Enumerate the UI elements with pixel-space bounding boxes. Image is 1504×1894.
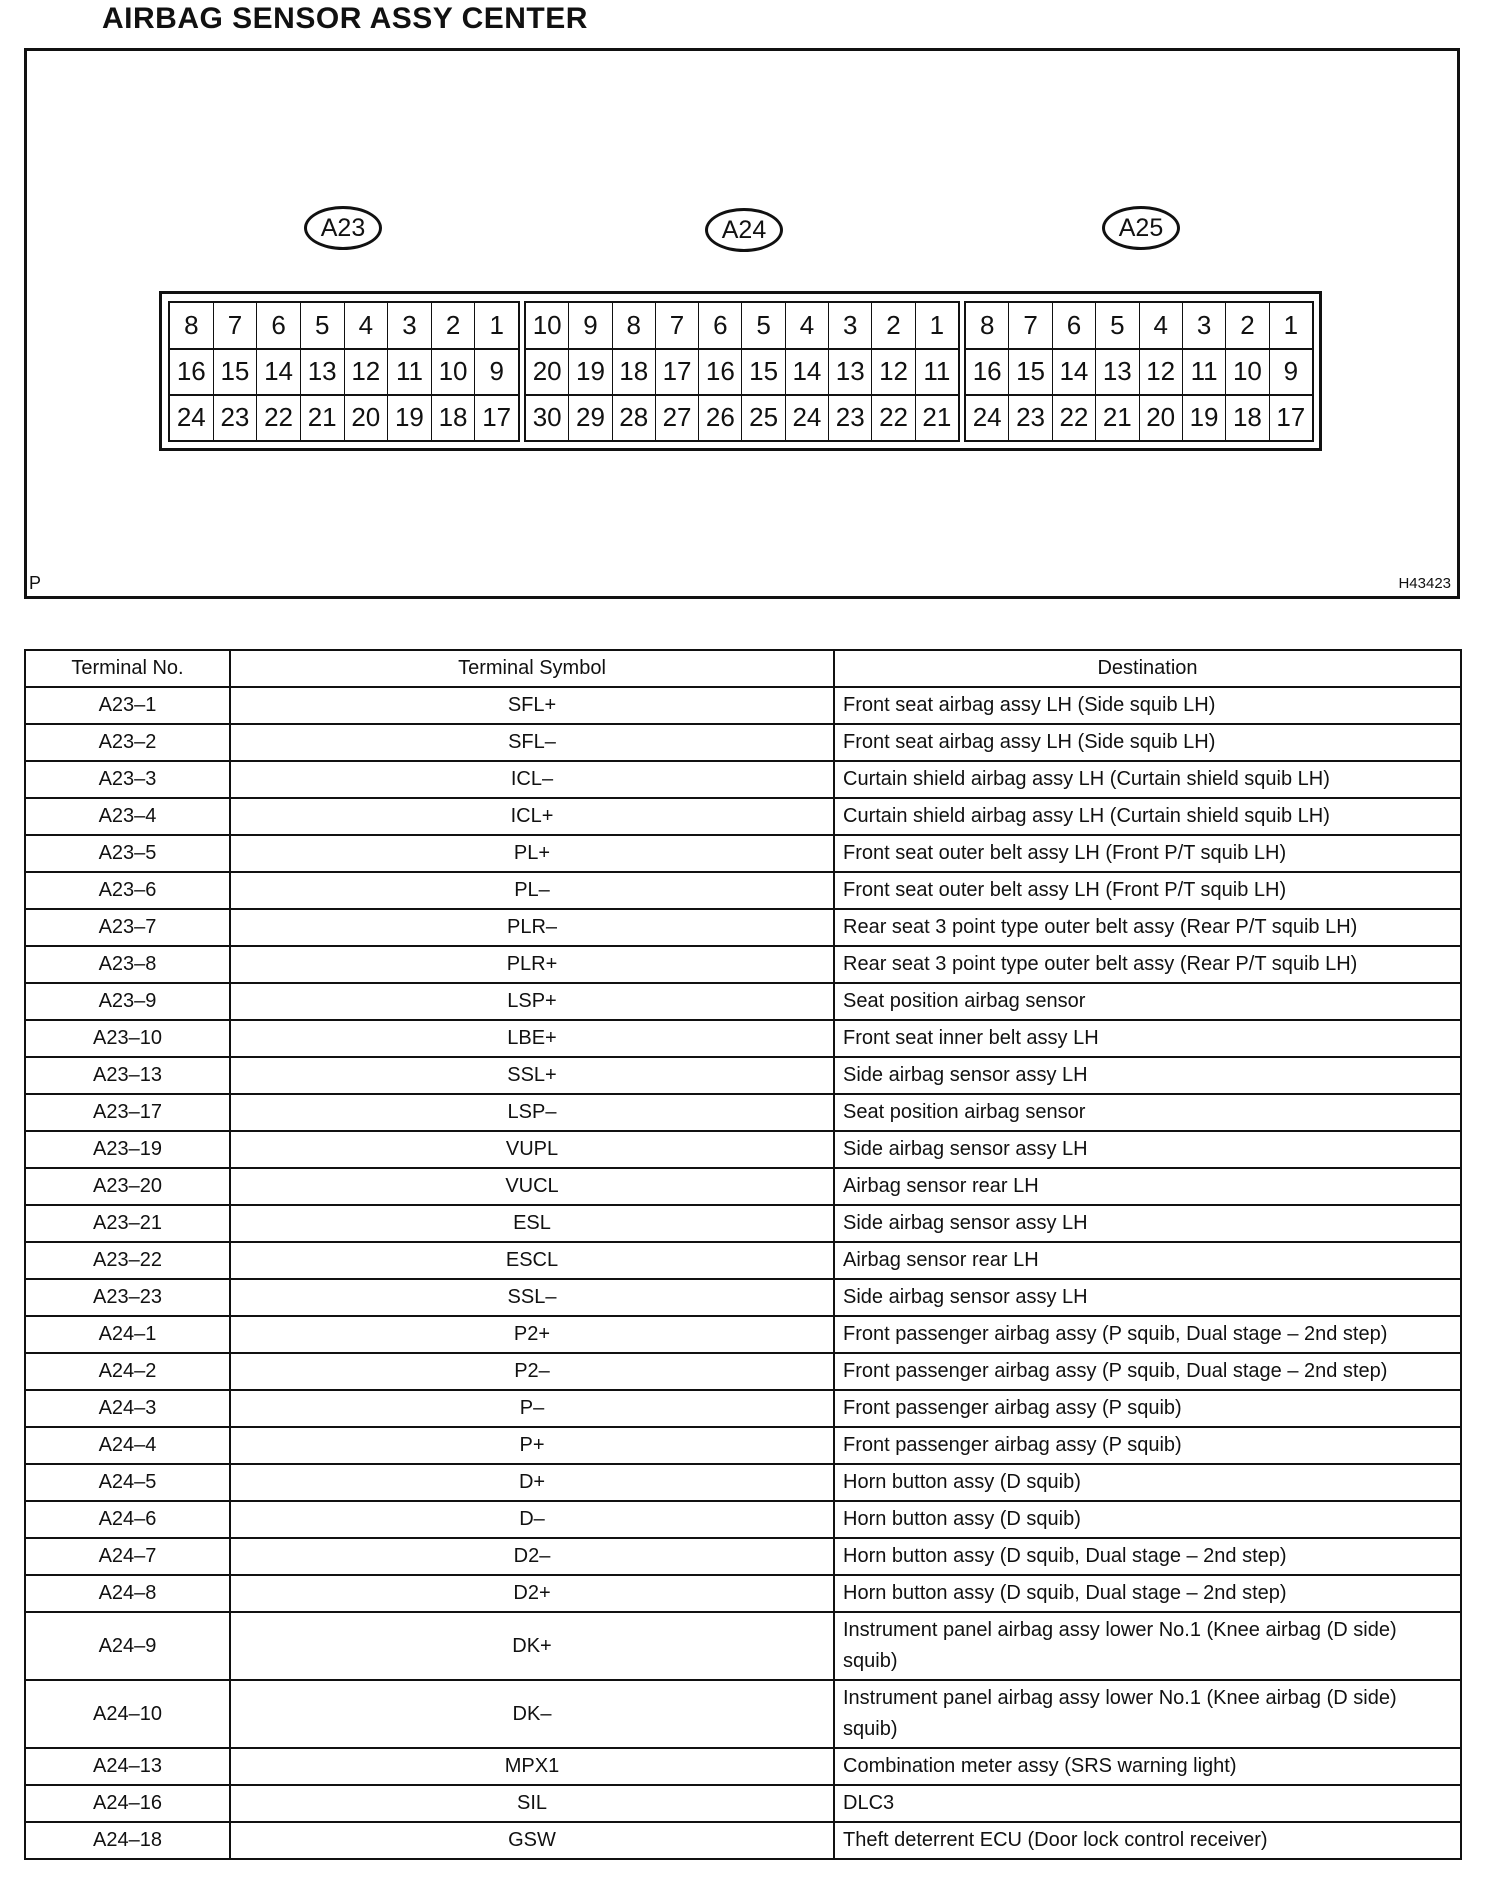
terminal-pin: 13	[828, 349, 871, 394]
terminal-pin: 7	[655, 303, 698, 348]
table-row	[25, 1748, 1461, 1785]
cell-terminal-symbol: ICL+	[230, 798, 834, 835]
terminal-pin: 15	[1008, 349, 1051, 394]
cell-terminal-symbol: PLR+	[230, 946, 834, 983]
connector-diagram	[24, 48, 1460, 599]
cell-destination: Combination meter assy (SRS warning light)	[834, 1748, 1461, 1785]
table-row	[25, 946, 1461, 983]
cell-terminal-symbol: VUPL	[230, 1131, 834, 1168]
terminal-pin: 15	[741, 349, 784, 394]
cell-terminal-symbol: PL–	[230, 872, 834, 909]
table-row	[25, 1168, 1461, 1205]
cell-destination: Side airbag sensor assy LH	[834, 1131, 1461, 1168]
terminal-pin: 4	[344, 303, 388, 348]
cell-destination: Rear seat 3 point type outer belt assy (Rear P/T squib LH)	[834, 946, 1461, 983]
cell-terminal-no: A23–20	[25, 1168, 230, 1205]
cell-terminal-no: A23–17	[25, 1094, 230, 1131]
cell-terminal-no: A23–4	[25, 798, 230, 835]
cell-terminal-no: A24–2	[25, 1353, 230, 1390]
header-terminal-no: Terminal No.	[25, 650, 230, 687]
cell-terminal-no: A24–18	[25, 1822, 230, 1859]
cell-terminal-no: A23–21	[25, 1205, 230, 1242]
cell-terminal-no: A24–5	[25, 1464, 230, 1501]
terminal-pin: 17	[655, 349, 698, 394]
cell-terminal-no: A23–22	[25, 1242, 230, 1279]
cell-destination: Seat position airbag sensor	[834, 1094, 1461, 1131]
terminal-pin: 14	[256, 349, 300, 394]
cell-terminal-no: A24–4	[25, 1427, 230, 1464]
terminal-pin: 9	[1269, 349, 1312, 394]
cell-destination: Horn button assy (D squib)	[834, 1464, 1461, 1501]
cell-destination: Front passenger airbag assy (P squib, Dual stage – 2nd step)	[834, 1316, 1461, 1353]
table-row	[25, 909, 1461, 946]
terminal-pin: 25	[741, 395, 784, 440]
terminal-pin: 17	[474, 395, 518, 440]
row-divider	[966, 394, 1312, 396]
cell-terminal-symbol: SSL–	[230, 1279, 834, 1316]
terminal-pin: 19	[568, 349, 611, 394]
cell-destination: DLC3	[834, 1785, 1461, 1822]
terminal-pin: 9	[474, 349, 518, 394]
cell-terminal-symbol: MPX1	[230, 1748, 834, 1785]
row-divider	[966, 348, 1312, 350]
table-row	[25, 835, 1461, 872]
terminal-pin: 24	[176, 402, 206, 432]
cell-terminal-no: A24–7	[25, 1538, 230, 1575]
cell-terminal-symbol: P2+	[230, 1316, 834, 1353]
cell-terminal-symbol: SSL+	[230, 1057, 834, 1094]
cell-destination: Theft deterrent ECU (Door lock control receiver)	[834, 1822, 1461, 1859]
terminal-pin: 7	[213, 303, 257, 348]
terminal-pin: 3	[1182, 303, 1225, 348]
table-row	[25, 687, 1461, 724]
terminal-pin: 2	[1225, 303, 1268, 348]
terminal-pin: 6	[698, 303, 741, 348]
cell-terminal-symbol: D2+	[230, 1575, 834, 1612]
connector-block-a25	[964, 301, 1314, 442]
cell-terminal-symbol: ESCL	[230, 1242, 834, 1279]
terminal-pin: 19	[1182, 395, 1225, 440]
cell-destination: Front passenger airbag assy (P squib)	[834, 1390, 1461, 1427]
cell-terminal-symbol: VUCL	[230, 1168, 834, 1205]
terminal-pin: 21	[300, 395, 344, 440]
table-row	[25, 1316, 1461, 1353]
terminal-pin: 18	[1225, 395, 1268, 440]
terminal-pin: 2	[431, 303, 475, 348]
page-title: AIRBAG SENSOR ASSY CENTER	[102, 2, 588, 35]
terminal-pin: 5	[741, 303, 784, 348]
terminal-pin: 21	[915, 395, 958, 440]
terminal-pin: 18	[431, 395, 475, 440]
cell-destination: Front seat airbag assy LH (Side squib LH)	[834, 687, 1461, 724]
cell-terminal-no: A24–13	[25, 1748, 230, 1785]
terminal-pin: 5	[300, 303, 344, 348]
terminal-pin: 19	[387, 395, 431, 440]
cell-terminal-symbol: ESL	[230, 1205, 834, 1242]
connector-label-a24: A24	[705, 208, 783, 252]
pin-row	[170, 349, 518, 394]
terminal-pin: 2	[871, 303, 914, 348]
cell-terminal-no: A23–3	[25, 761, 230, 798]
terminal-pin: 11	[915, 349, 958, 394]
table-row	[25, 1427, 1461, 1464]
table-row	[25, 724, 1461, 761]
terminal-pin: 21	[1095, 395, 1138, 440]
terminal-pin: 4	[1139, 303, 1182, 348]
table-row	[25, 1020, 1461, 1057]
terminal-pin: 11	[1182, 349, 1225, 394]
cell-destination: Airbag sensor rear LH	[834, 1168, 1461, 1205]
connector-block-a24	[524, 301, 960, 442]
table-row	[25, 761, 1461, 798]
terminal-pin: 26	[698, 395, 741, 440]
row-divider	[170, 348, 518, 350]
cell-destination: Instrument panel airbag assy lower No.1 (Knee airbag (D side) squib)	[834, 1680, 1461, 1748]
terminal-pin: 1	[474, 303, 518, 348]
terminal-pin: 5	[1095, 303, 1138, 348]
table-row	[25, 1612, 1461, 1680]
row-divider	[526, 348, 958, 350]
terminal-pin: 10	[532, 310, 562, 340]
cell-terminal-no: A23–5	[25, 835, 230, 872]
cell-terminal-no: A23–1	[25, 687, 230, 724]
terminal-pin: 8	[979, 310, 995, 340]
table-row	[25, 1242, 1461, 1279]
terminal-pin: 6	[256, 303, 300, 348]
cell-terminal-no: A23–2	[25, 724, 230, 761]
terminal-pin: 14	[785, 349, 828, 394]
table-row	[25, 1353, 1461, 1390]
cell-terminal-symbol: ICL–	[230, 761, 834, 798]
pin-row	[966, 395, 1312, 440]
connector-housing	[159, 291, 1322, 451]
terminal-pin: 16	[698, 349, 741, 394]
cell-terminal-no: A23–7	[25, 909, 230, 946]
terminal-pin: 24	[972, 402, 1002, 432]
table-row	[25, 1501, 1461, 1538]
terminal-pin: 3	[387, 303, 431, 348]
pin-row	[170, 395, 518, 440]
cell-destination: Seat position airbag sensor	[834, 983, 1461, 1020]
table-row	[25, 1279, 1461, 1316]
table-header-row	[25, 650, 1461, 687]
terminal-pin: 14	[1052, 349, 1095, 394]
cell-terminal-no: A24–1	[25, 1316, 230, 1353]
terminal-pin: 23	[1008, 395, 1051, 440]
terminal-pin: 22	[1052, 395, 1095, 440]
cell-terminal-no: A23–8	[25, 946, 230, 983]
cell-terminal-no: A23–19	[25, 1131, 230, 1168]
cell-terminal-symbol: DK–	[230, 1680, 834, 1748]
table-row	[25, 798, 1461, 835]
table-row	[25, 1575, 1461, 1612]
cell-terminal-no: A24–8	[25, 1575, 230, 1612]
cell-terminal-symbol: D–	[230, 1501, 834, 1538]
cell-terminal-symbol: LSP–	[230, 1094, 834, 1131]
cell-terminal-no: A24–10	[25, 1680, 230, 1748]
terminal-pin: 6	[1052, 303, 1095, 348]
table-row	[25, 1205, 1461, 1242]
terminal-table	[24, 649, 1462, 1860]
cell-terminal-no: A24–16	[25, 1785, 230, 1822]
header-terminal-symbol: Terminal Symbol	[230, 650, 834, 687]
pin-row	[526, 303, 958, 348]
terminal-pin: 16	[176, 356, 206, 386]
terminal-pin: 30	[532, 402, 562, 432]
figure-code: H43423	[1398, 575, 1451, 592]
cell-destination: Rear seat 3 point type outer belt assy (Rear P/T squib LH)	[834, 909, 1461, 946]
cell-destination: Front seat inner belt assy LH	[834, 1020, 1461, 1057]
connector-block-a23	[168, 301, 520, 442]
pin-row	[526, 395, 958, 440]
cell-destination: Horn button assy (D squib, Dual stage – 2nd step)	[834, 1538, 1461, 1575]
terminal-pin: 10	[1225, 349, 1268, 394]
cell-terminal-symbol: SFL–	[230, 724, 834, 761]
frame-letter: P	[29, 573, 42, 593]
cell-terminal-symbol: SIL	[230, 1785, 834, 1822]
row-divider	[170, 394, 518, 396]
pin-row	[170, 303, 518, 348]
connector-label-a25: A25	[1102, 206, 1180, 250]
cell-destination: Front passenger airbag assy (P squib)	[834, 1427, 1461, 1464]
terminal-pin: 29	[568, 395, 611, 440]
cell-destination: Front seat outer belt assy LH (Front P/T squib LH)	[834, 872, 1461, 909]
terminal-pin: 20	[344, 395, 388, 440]
terminal-pin: 15	[213, 349, 257, 394]
cell-terminal-symbol: PL+	[230, 835, 834, 872]
terminal-pin: 7	[1008, 303, 1051, 348]
terminal-table-body	[25, 687, 1461, 1859]
table-row	[25, 1538, 1461, 1575]
terminal-pin: 20	[1139, 395, 1182, 440]
cell-terminal-no: A24–9	[25, 1612, 230, 1680]
terminal-pin: 23	[213, 395, 257, 440]
terminal-pin: 3	[828, 303, 871, 348]
cell-terminal-symbol: SFL+	[230, 687, 834, 724]
cell-destination: Airbag sensor rear LH	[834, 1242, 1461, 1279]
cell-terminal-no: A24–3	[25, 1390, 230, 1427]
terminal-pin: 11	[387, 349, 431, 394]
cell-destination: Front seat outer belt assy LH (Front P/T squib LH)	[834, 835, 1461, 872]
table-row	[25, 1785, 1461, 1822]
cell-terminal-symbol: PLR–	[230, 909, 834, 946]
cell-terminal-no: A23–6	[25, 872, 230, 909]
row-divider	[526, 394, 958, 396]
terminal-pin: 1	[1269, 303, 1312, 348]
cell-destination: Instrument panel airbag assy lower No.1 (Knee airbag (D side) squib)	[834, 1612, 1461, 1680]
pin-row	[966, 349, 1312, 394]
cell-terminal-symbol: DK+	[230, 1612, 834, 1680]
terminal-pin: 22	[256, 395, 300, 440]
cell-terminal-no: A23–9	[25, 983, 230, 1020]
cell-terminal-symbol: LBE+	[230, 1020, 834, 1057]
cell-terminal-no: A24–6	[25, 1501, 230, 1538]
terminal-pin: 28	[612, 395, 655, 440]
pin-row	[526, 349, 958, 394]
cell-terminal-symbol: LSP+	[230, 983, 834, 1020]
cell-terminal-symbol: P–	[230, 1390, 834, 1427]
terminal-pin: 27	[655, 395, 698, 440]
table-row	[25, 1390, 1461, 1427]
cell-destination: Side airbag sensor assy LH	[834, 1057, 1461, 1094]
terminal-pin: 10	[431, 349, 475, 394]
cell-terminal-no: A23–13	[25, 1057, 230, 1094]
cell-terminal-no: A23–10	[25, 1020, 230, 1057]
table-row	[25, 1094, 1461, 1131]
terminal-pin: 18	[612, 349, 655, 394]
cell-terminal-symbol: P2–	[230, 1353, 834, 1390]
cell-destination: Front passenger airbag assy (P squib, Dual stage – 2nd step)	[834, 1353, 1461, 1390]
terminal-pin: 24	[785, 395, 828, 440]
cell-terminal-symbol: GSW	[230, 1822, 834, 1859]
terminal-pin: 8	[184, 310, 199, 340]
terminal-pin: 16	[972, 356, 1002, 386]
terminal-pin: 1	[915, 303, 958, 348]
terminal-pin: 9	[568, 303, 611, 348]
cell-destination: Horn button assy (D squib, Dual stage – 2nd step)	[834, 1575, 1461, 1612]
terminal-pin: 12	[1139, 349, 1182, 394]
table-row	[25, 872, 1461, 909]
table-row	[25, 1680, 1461, 1748]
cell-destination: Side airbag sensor assy LH	[834, 1205, 1461, 1242]
table-row	[25, 1131, 1461, 1168]
connector-label-a23: A23	[304, 206, 382, 250]
cell-terminal-symbol: P+	[230, 1427, 834, 1464]
terminal-pin: 22	[871, 395, 914, 440]
terminal-pin: 13	[300, 349, 344, 394]
cell-destination: Side airbag sensor assy LH	[834, 1279, 1461, 1316]
cell-destination: Front seat airbag assy LH (Side squib LH)	[834, 724, 1461, 761]
table-row	[25, 1822, 1461, 1859]
header-destination: Destination	[834, 650, 1461, 687]
terminal-pin: 8	[612, 303, 655, 348]
cell-terminal-no: A23–23	[25, 1279, 230, 1316]
terminal-pin: 17	[1269, 395, 1312, 440]
pin-row	[966, 303, 1312, 348]
cell-terminal-symbol: D+	[230, 1464, 834, 1501]
cell-terminal-symbol: D2–	[230, 1538, 834, 1575]
table-row	[25, 1057, 1461, 1094]
table-row	[25, 983, 1461, 1020]
table-row	[25, 1464, 1461, 1501]
cell-destination: Horn button assy (D squib)	[834, 1501, 1461, 1538]
terminal-pin: 12	[871, 349, 914, 394]
terminal-pin: 4	[785, 303, 828, 348]
terminal-pin: 12	[344, 349, 388, 394]
terminal-pin: 23	[828, 395, 871, 440]
terminal-pin: 20	[532, 356, 562, 386]
cell-destination: Curtain shield airbag assy LH (Curtain shield squib LH)	[834, 761, 1461, 798]
terminal-pin: 13	[1095, 349, 1138, 394]
cell-destination: Curtain shield airbag assy LH (Curtain shield squib LH)	[834, 798, 1461, 835]
